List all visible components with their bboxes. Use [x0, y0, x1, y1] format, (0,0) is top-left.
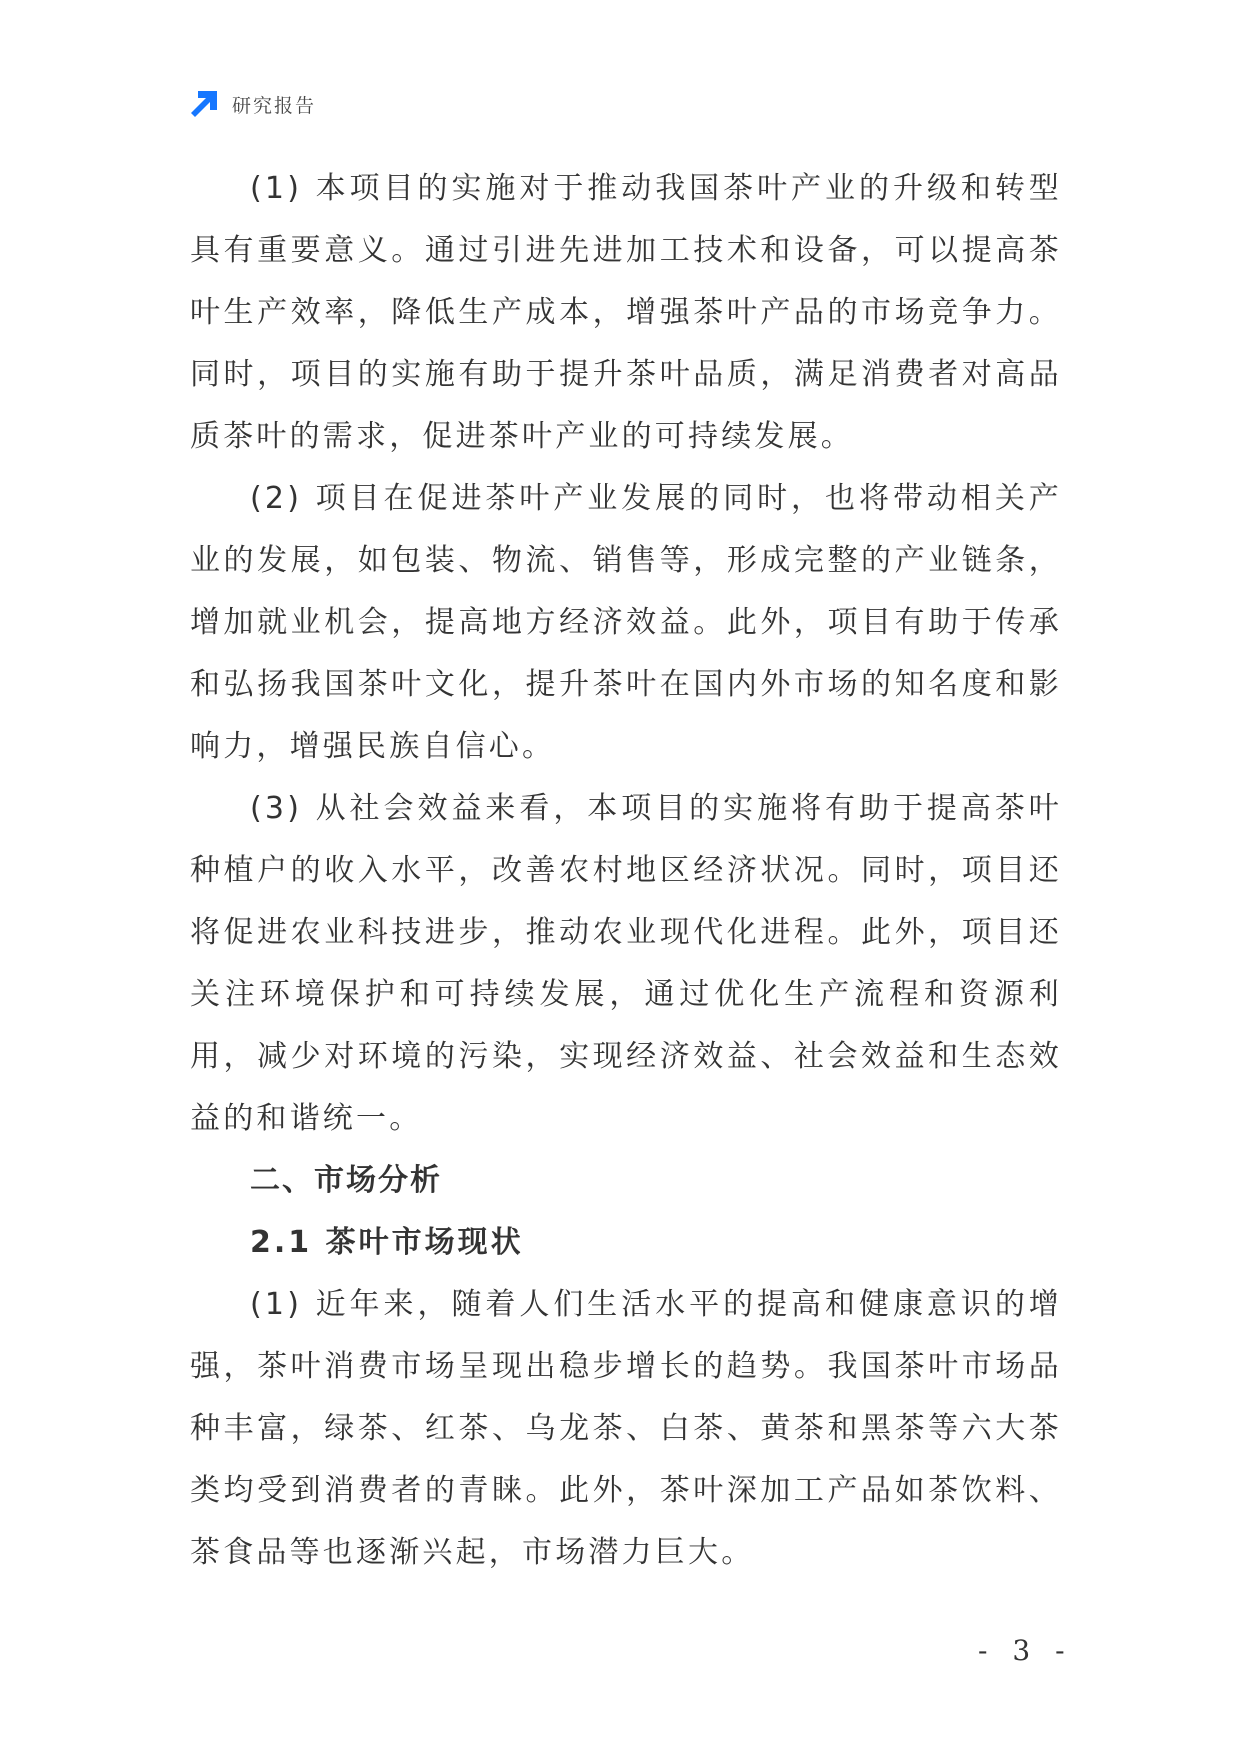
paragraph-3: (3) 从社会效益来看，本项目的实施将有助于提高茶叶种植户的收入水平，改善农村地区经济状况。同时，项目还将促进农业科技进步，推动农业现代化进程。此外，项目还关注环境保护和可持续发展，通过优化生产流程和资源利用，减少对环境的污染，实现经济效益、社会效益和生态效益的和谐统一。 [190, 791, 1062, 1136]
report-header [188, 88, 316, 120]
arrow-up-right-icon [188, 88, 220, 120]
header-title: 研究报告 [232, 94, 317, 117]
page-number: - 3 - [978, 1634, 1073, 1667]
paragraph-2: (2) 项目在促进茶叶产业发展的同时，也将带动相关产业的发展，如包装、物流、销售等，形成完整的产业链条，增加就业机会，提高地方经济效益。此外，项目有助于传承和弘扬我国茶叶文化，提升茶叶在国内外市场的知名度和影响力，增强民族自信心。 [190, 481, 1062, 764]
document-body [190, 158, 1062, 1584]
section-paragraph-1: (1) 近年来，随着人们生活水平的提高和健康意识的增强，茶叶消费市场呈现出稳步增长的趋势。我国茶叶市场品种丰富，绿茶、红茶、乌龙茶、白茶、黄茶和黑茶等六大茶类均受到消费者的青睐。此外，茶叶深加工产品如茶饮料、茶食品等也逐渐兴起，市场潜力巨大。 [190, 1287, 1062, 1570]
section-heading: 二、市场分析 [250, 1163, 442, 1198]
paragraph-1: (1) 本项目的实施对于推动我国茶叶产业的升级和转型具有重要意义。通过引进先进加工技术和设备，可以提高茶叶生产效率，降低生产成本，增强茶叶产品的市场竞争力。同时，项目的实施有助于提升茶叶品质，满足消费者对高品质茶叶的需求，促进茶叶产业的可持续发展。 [190, 171, 1062, 454]
subsection-heading: 2.1 茶叶市场现状 [250, 1225, 524, 1260]
